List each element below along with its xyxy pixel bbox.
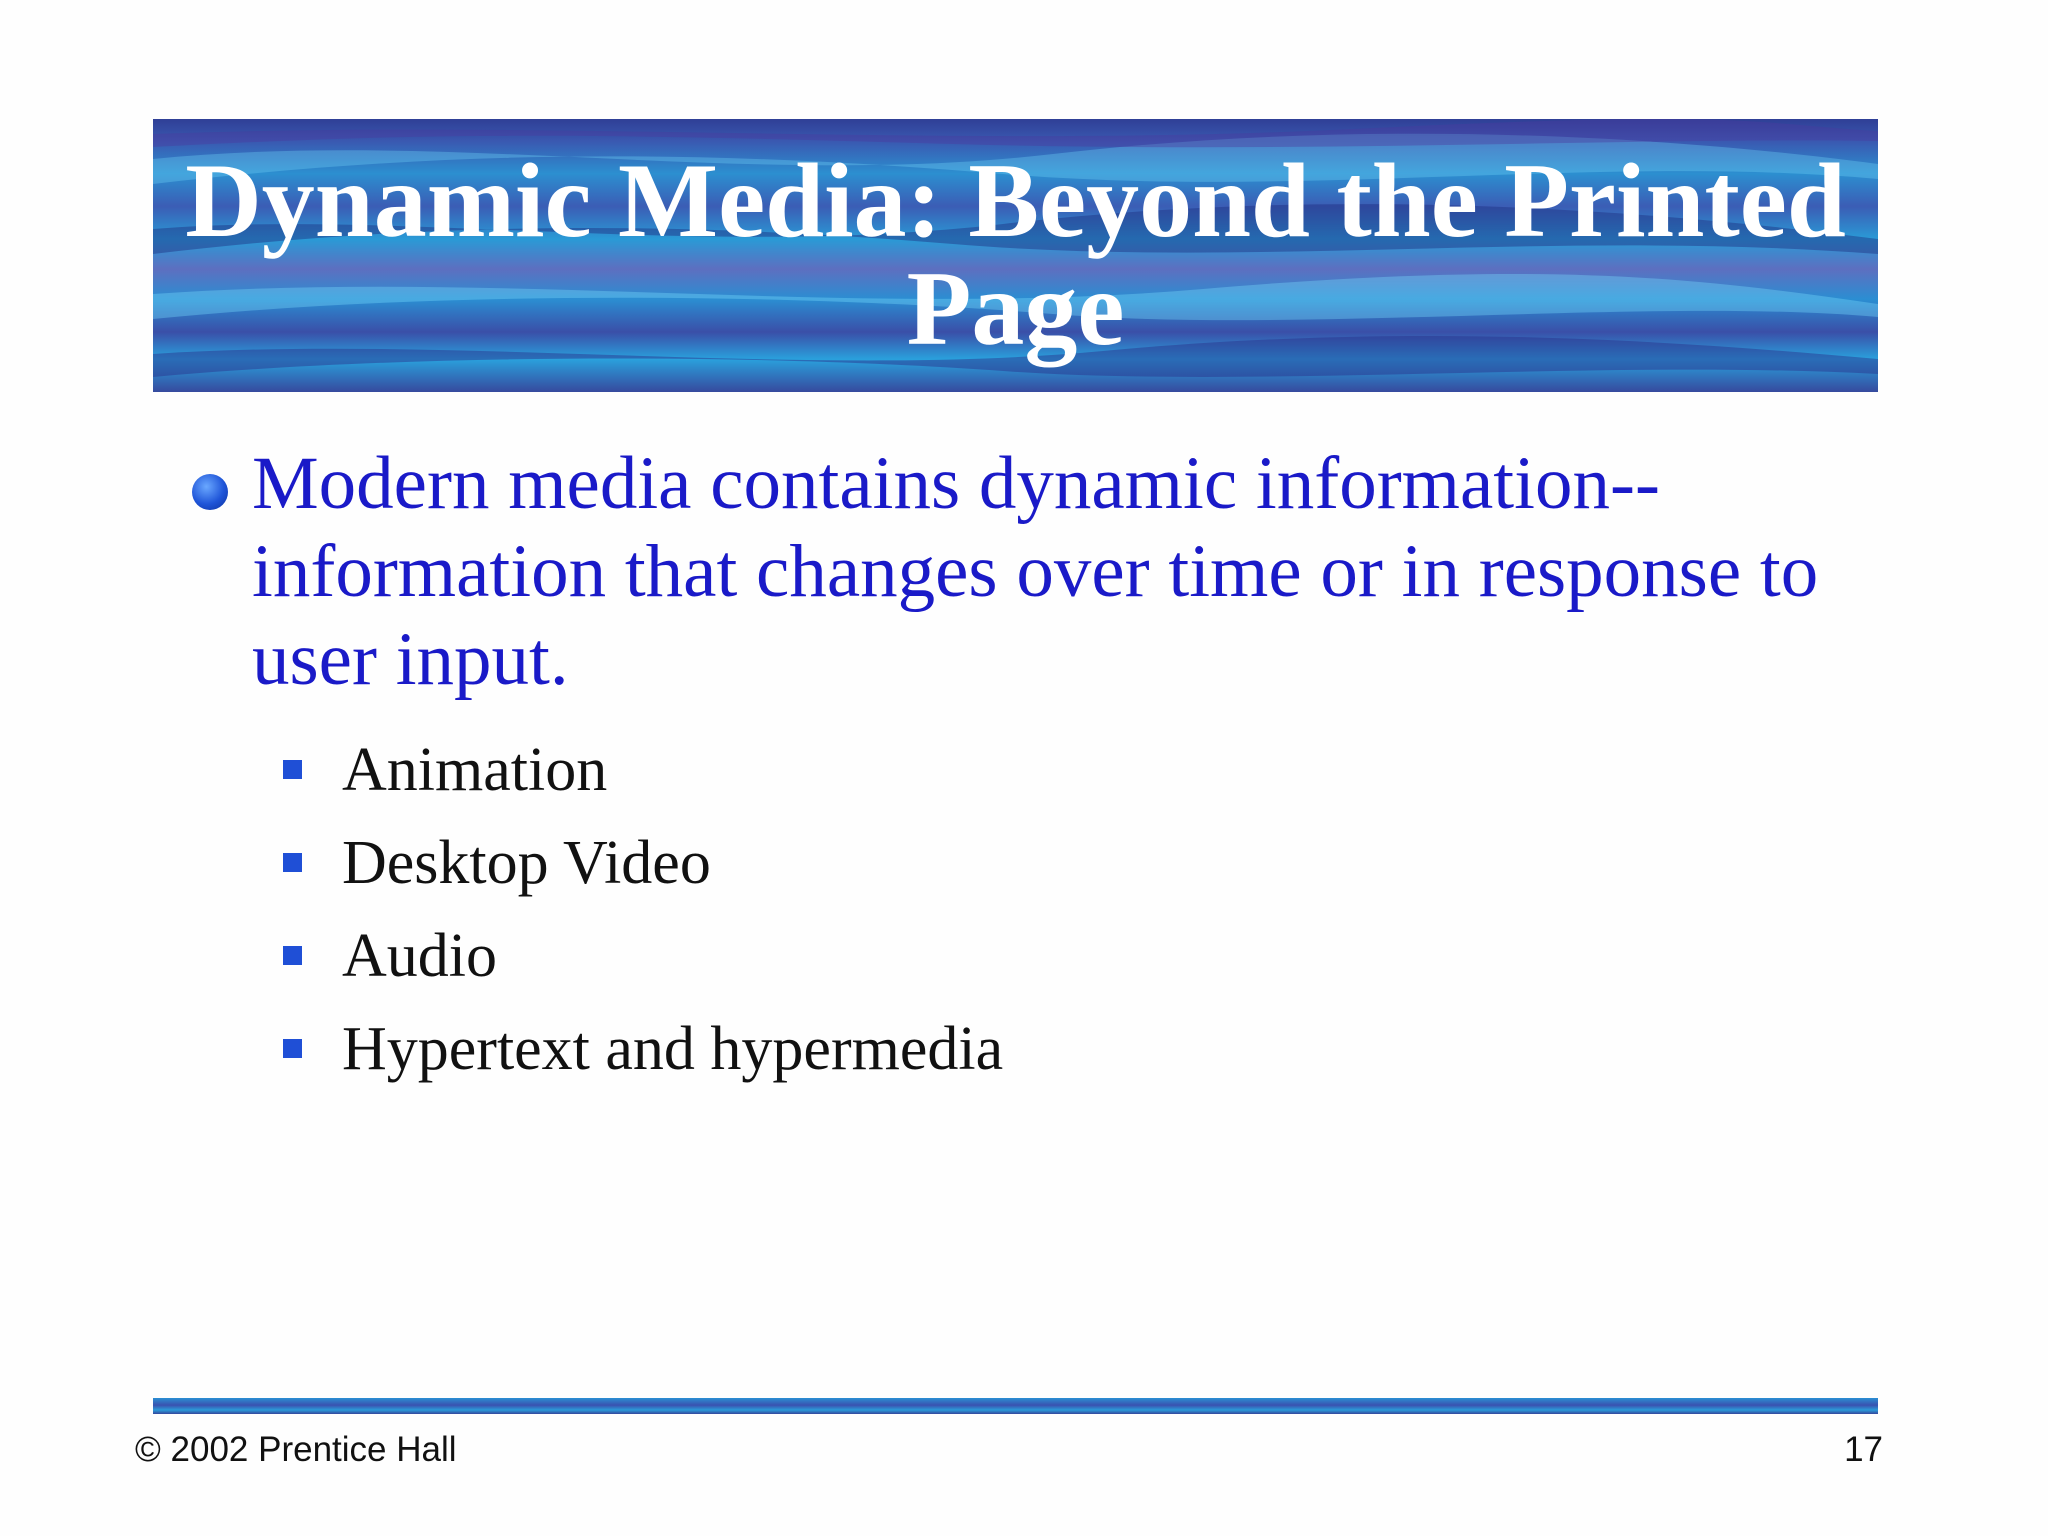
footer-copyright: © 2002 Prentice Hall (135, 1430, 457, 1469)
slide-content (190, 440, 1890, 1096)
title-banner (153, 119, 1878, 392)
slide-title: Dynamic Media: Beyond the Printed Page (185, 142, 1846, 367)
page-number: 17 (1844, 1430, 1883, 1469)
sub-bullet-item (190, 910, 1890, 1003)
footer-divider (153, 1398, 1878, 1414)
blue-square-bullet-icon (283, 853, 302, 872)
sub-bullet-item (190, 724, 1890, 817)
blue-square-bullet-icon (283, 760, 302, 779)
sub-bullet-text: Desktop Video (342, 829, 711, 897)
sub-bullet-item (190, 1003, 1890, 1096)
sub-bullet-text: Hypertext and hypermedia (342, 1015, 1004, 1083)
sub-bullet-text: Audio (342, 922, 497, 990)
blue-square-bullet-icon (283, 1039, 302, 1058)
blue-circle-bullet-icon (192, 474, 228, 510)
main-bullet-text: Modern media contains dynamic information--information that changes over time or in response to user input. (252, 442, 1819, 701)
sub-bullet-text: Animation (342, 736, 608, 804)
sub-bullet-list (190, 724, 1890, 1096)
blue-square-bullet-icon (283, 946, 302, 965)
main-bullet (190, 440, 1890, 704)
sub-bullet-item (190, 817, 1890, 910)
